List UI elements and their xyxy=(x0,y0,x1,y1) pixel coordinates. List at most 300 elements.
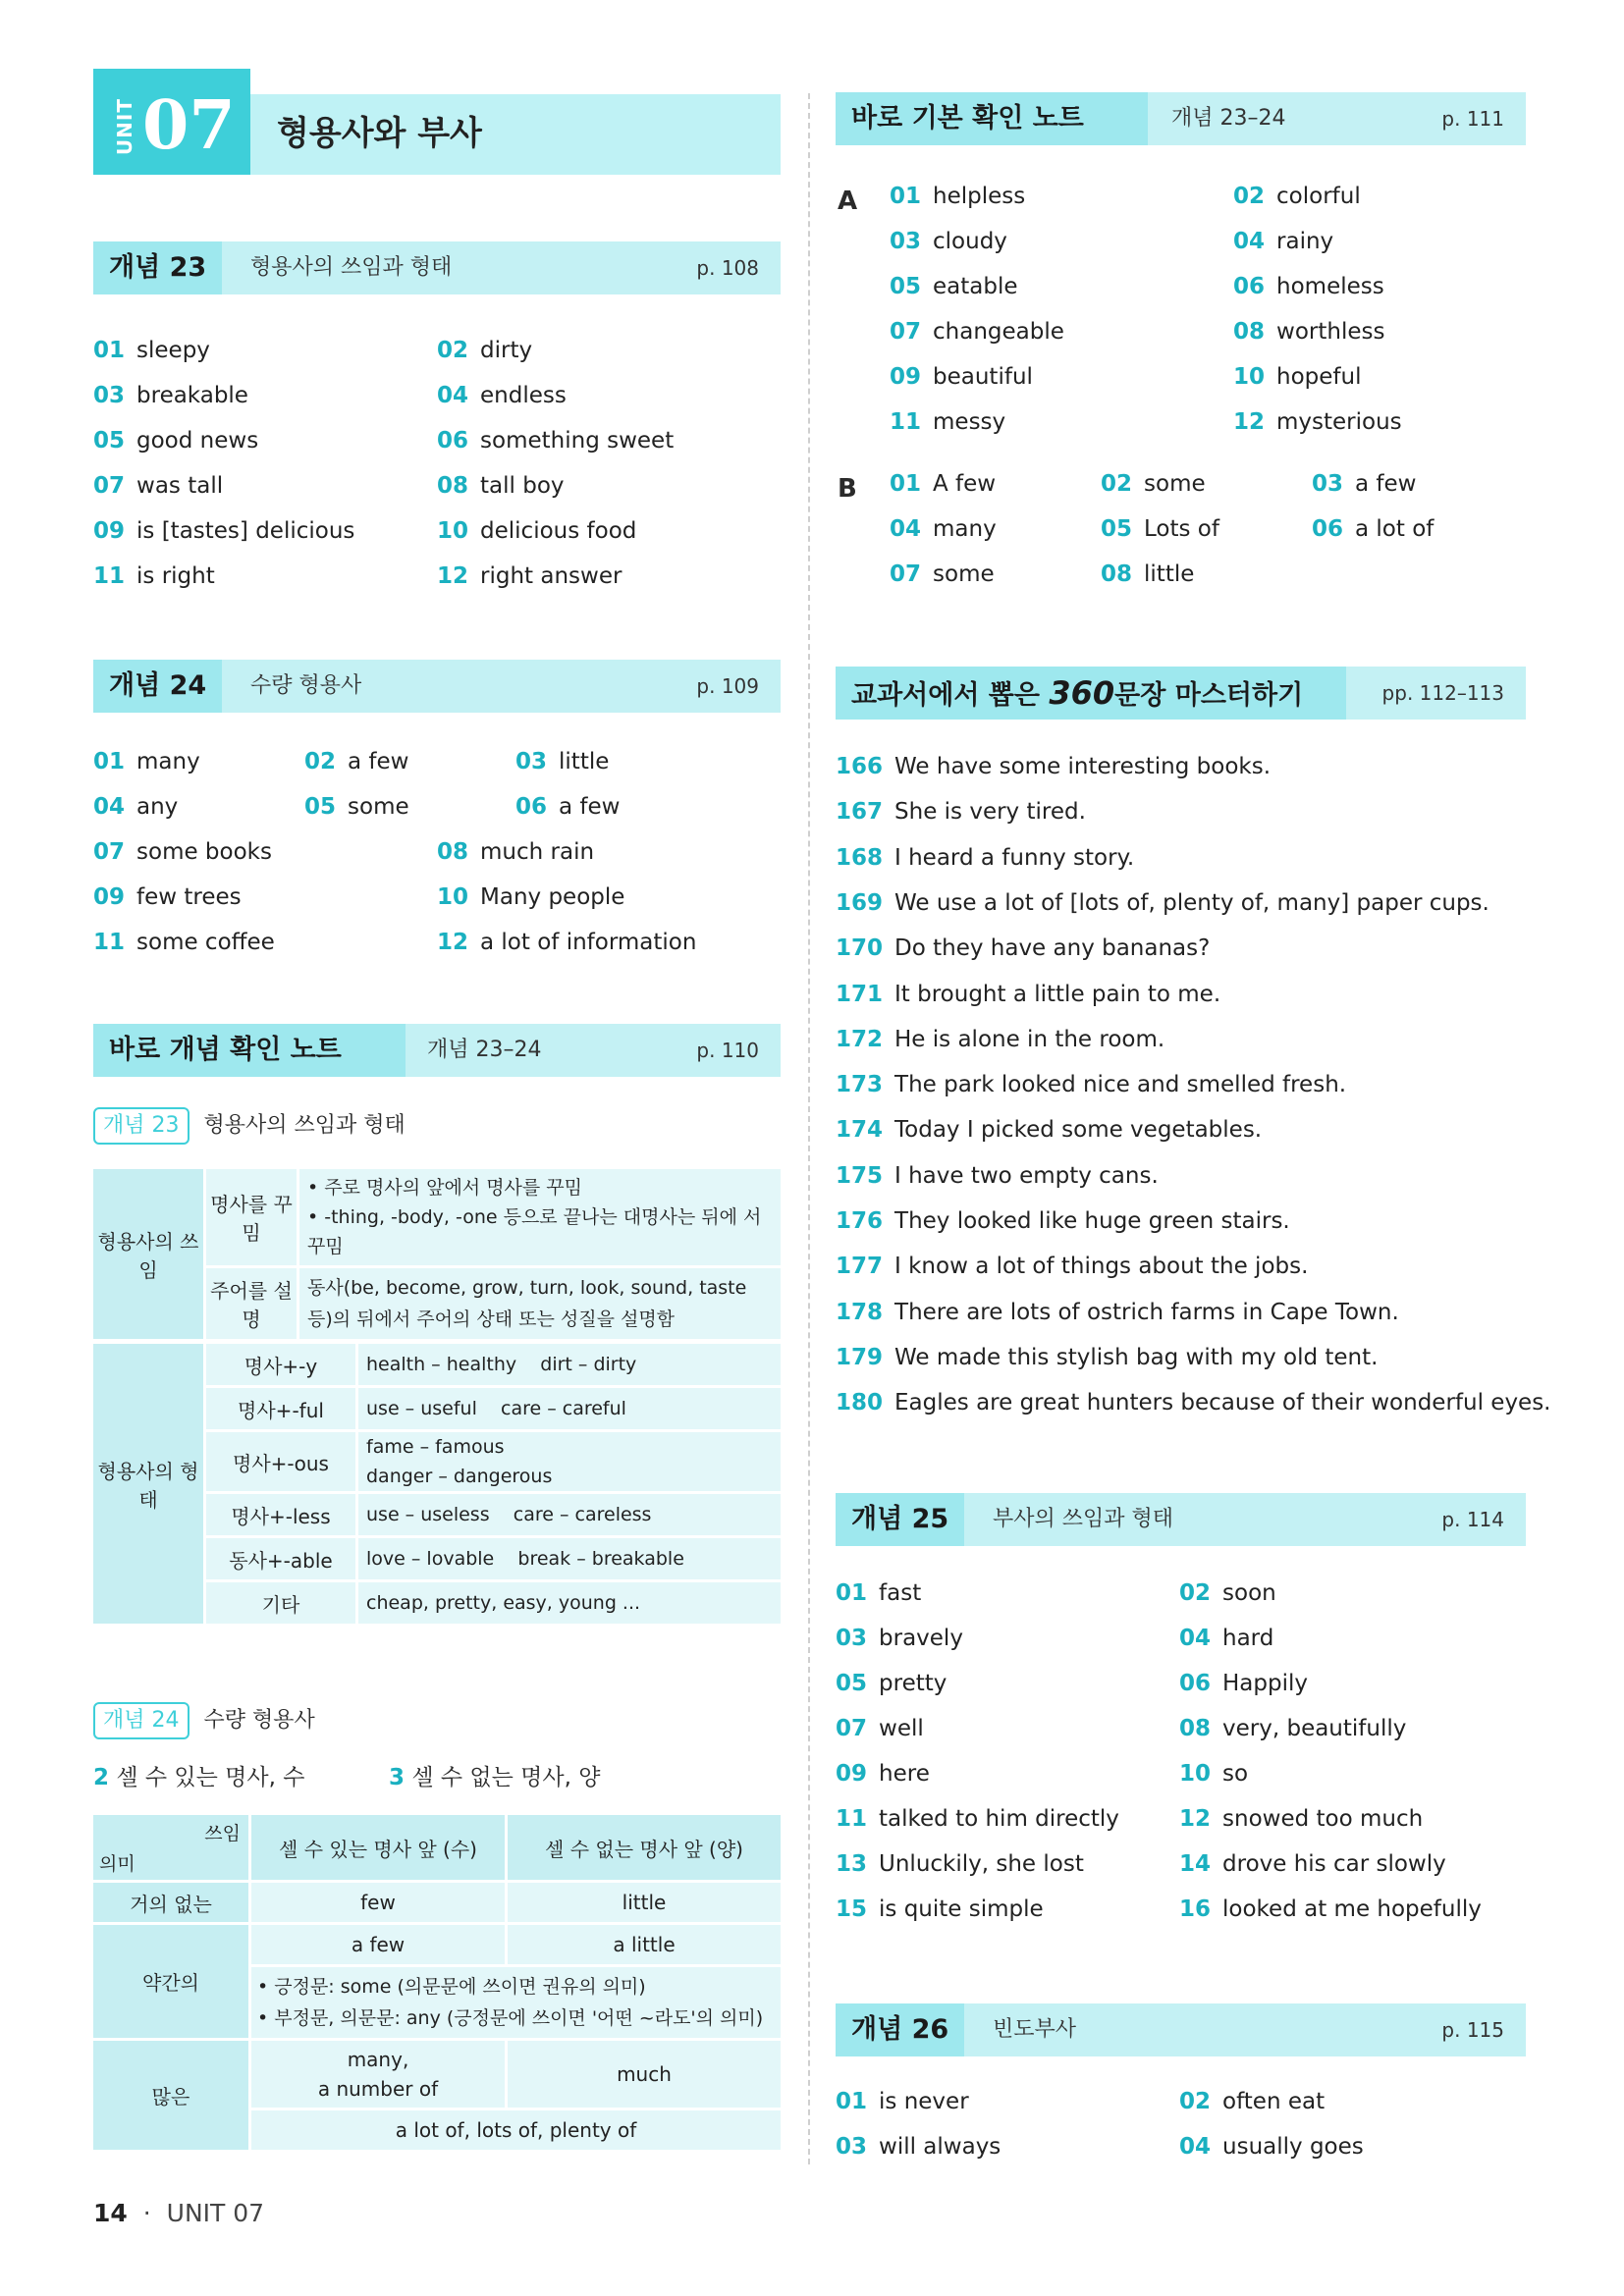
sentence-text: We have some interesting books. xyxy=(894,754,1272,779)
cell-little: little xyxy=(508,1883,781,1922)
answer-text: a lot of information xyxy=(480,930,697,955)
sentence-text: She is very tired. xyxy=(894,799,1086,826)
answer-text: a lot of xyxy=(1355,516,1435,542)
sentence-item xyxy=(836,1017,1164,1062)
answer-text: well xyxy=(879,1716,924,1741)
section-tag: 개념 24 xyxy=(93,660,222,713)
answer-text: many xyxy=(933,516,997,542)
section-23-header xyxy=(93,241,781,294)
answer-num: 02 xyxy=(1179,1580,1212,1606)
answer-item xyxy=(1101,461,1206,507)
cell-much: much xyxy=(508,2041,781,2108)
answer-text: cloudy xyxy=(933,229,1007,254)
sentence-item xyxy=(836,1380,1551,1425)
answer-item xyxy=(1179,1796,1423,1842)
answer-text: some coffee xyxy=(136,930,275,955)
answer-item xyxy=(437,554,622,599)
answer-num: 06 xyxy=(1179,1671,1212,1696)
answer-text: changeable xyxy=(933,319,1064,345)
footer-unit: UNIT 07 xyxy=(166,2199,265,2227)
answer-text: bravely xyxy=(879,1626,963,1651)
answer-3 xyxy=(389,1759,600,1791)
cell-a-few: a few xyxy=(251,1925,505,1964)
note-line1: • 긍정문: some (의문문에 쓰이면 권유의 의미) xyxy=(257,1976,646,1998)
section-subtitle: 수량 형용사 xyxy=(250,673,362,698)
answer-text: is quite simple xyxy=(879,1896,1044,1922)
page-ref: p. 110 xyxy=(696,1039,759,1062)
answer-text: good news xyxy=(136,428,259,454)
concept-title: 형용사의 쓰임과 형태 xyxy=(203,1113,406,1138)
sentence-text: He is alone in the room. xyxy=(894,1026,1165,1052)
answer-item xyxy=(515,739,609,784)
sentence-item xyxy=(836,1107,1262,1152)
cell-a-lot-of: a lot of, lots of, plenty of xyxy=(251,2110,781,2150)
unit-header xyxy=(93,69,781,175)
cell-a-little: a little xyxy=(508,1925,781,1964)
sentence-text: We made this stylish bag with my old tent. xyxy=(894,1344,1379,1370)
section-subtitle: 부사의 쓰임과 형태 xyxy=(993,1507,1174,1531)
answer-num: 06 xyxy=(1312,516,1344,542)
note-line2: • 부정문, 의문문: any (긍정문에 쓰이면 '어떤 ~라도'의 의미) xyxy=(257,2007,764,2029)
section-tag: 바로 개념 확인 노트 xyxy=(93,1024,406,1077)
answer-num: 09 xyxy=(836,1761,868,1787)
answer-text: sleepy xyxy=(136,338,210,363)
answer-item xyxy=(93,829,272,875)
unit-word: UNIT xyxy=(113,98,136,156)
answer-text: here xyxy=(879,1761,930,1787)
tag-post: 문장 마스터하기 xyxy=(1114,680,1304,711)
answer-num: 15 xyxy=(836,1896,868,1922)
answer-text: delicious food xyxy=(480,518,637,544)
sentence-num: 168 xyxy=(836,844,884,871)
answer-item xyxy=(1179,2124,1364,2169)
answer-num: 12 xyxy=(1179,1806,1212,1832)
answer-item xyxy=(1179,1661,1308,1706)
answer-num: 03 xyxy=(515,749,548,774)
answer-item xyxy=(1233,400,1402,445)
form-example: fame – famous danger – dangerous xyxy=(358,1432,781,1491)
answer-item xyxy=(836,1661,947,1706)
answer-item xyxy=(890,461,996,507)
answer-item xyxy=(437,829,594,875)
concept-pill: 개념 24 xyxy=(93,1702,189,1739)
answer-item xyxy=(836,2079,969,2124)
sentence-item xyxy=(836,835,1134,881)
section-subtitle: 개념 23–24 xyxy=(427,1038,542,1062)
page-ref: p. 109 xyxy=(696,674,759,698)
part-a-label: A xyxy=(838,187,858,216)
page-ref: p. 114 xyxy=(1441,1508,1504,1531)
sentence-item xyxy=(836,1062,1346,1107)
answer-item xyxy=(836,1706,924,1751)
concept-title: 수량 형용사 xyxy=(203,1708,315,1733)
answer-item xyxy=(93,875,242,920)
corner-use: 쓰임 xyxy=(204,1823,241,1844)
section-tag xyxy=(836,667,1346,720)
page-ref: p. 115 xyxy=(1441,2018,1504,2042)
answer-text: often eat xyxy=(1222,2089,1326,2114)
answer-item xyxy=(437,508,636,554)
sentence-text: I know a lot of things about the jobs. xyxy=(894,1254,1309,1280)
col-countable: 셀 수 있는 명사 앞 (수) xyxy=(251,1815,505,1880)
answer-num: 10 xyxy=(437,518,469,544)
answer-item xyxy=(1233,174,1361,219)
answer-num: 01 xyxy=(836,2089,868,2114)
answer-item xyxy=(890,219,1007,264)
form-rule: 명사+-ful xyxy=(206,1388,355,1429)
answer-item xyxy=(93,508,354,554)
sentence-num: 177 xyxy=(836,1254,884,1280)
sentence-num: 179 xyxy=(836,1344,884,1370)
sentence-item xyxy=(836,1199,1290,1244)
form-label: 형용사의 형태 xyxy=(93,1344,203,1624)
corner-meaning: 의미 xyxy=(99,1853,135,1875)
sentence-item xyxy=(836,881,1489,926)
part-b-label: B xyxy=(838,474,857,504)
answer-item xyxy=(437,373,567,418)
answer-item xyxy=(1179,1842,1446,1887)
answer-num: 01 xyxy=(890,184,922,209)
sentence-text: Today I picked some vegetables. xyxy=(894,1117,1263,1144)
form-rule: 명사+-y xyxy=(206,1344,355,1385)
answer-num: 09 xyxy=(93,518,126,544)
answer-text: is never xyxy=(879,2089,969,2114)
sentence-num: 176 xyxy=(836,1208,884,1234)
page-ref: p. 111 xyxy=(1441,107,1504,131)
use-label: 형용사의 쓰임 xyxy=(93,1169,203,1339)
answer-num: 05 xyxy=(836,1671,868,1696)
sentence-text: I have two empty cans. xyxy=(894,1162,1159,1189)
answer-item xyxy=(1179,2079,1325,2124)
cell-many: many, a number of xyxy=(251,2041,505,2108)
adjective-form-table xyxy=(90,1341,784,1627)
answer-text: little xyxy=(559,749,610,774)
answer-text: many xyxy=(136,749,200,774)
sentence-item xyxy=(836,1335,1378,1380)
answer-num: 02 xyxy=(437,338,469,363)
answer-text: any xyxy=(136,794,179,820)
form-example: use – useless care – careless xyxy=(358,1494,781,1535)
answer-num: 3 xyxy=(389,1765,406,1790)
footer-dot: · xyxy=(142,2199,151,2227)
sentence-text: The park looked nice and smelled fresh. xyxy=(894,1072,1347,1098)
answer-item xyxy=(836,1751,930,1796)
answer-num: 04 xyxy=(437,383,469,408)
answer-item xyxy=(515,784,620,829)
answer-num: 11 xyxy=(93,930,126,955)
answer-item xyxy=(1179,1616,1273,1661)
answer-num: 12 xyxy=(1233,409,1266,435)
answer-2 xyxy=(93,1759,304,1791)
answer-item xyxy=(437,920,696,965)
form-rule: 동사+-able xyxy=(206,1538,355,1579)
page-number: 14 xyxy=(93,2199,128,2227)
section-tag: 바로 기본 확인 노트 xyxy=(836,92,1148,145)
form-rule: 명사+-ous xyxy=(206,1432,355,1491)
use-a-desc xyxy=(299,1169,781,1265)
form-example: health – healthy dirt – dirty xyxy=(358,1344,781,1385)
section-tag: 개념 26 xyxy=(836,2003,964,2056)
sentence-num: 169 xyxy=(836,889,884,916)
answer-text: worthless xyxy=(1276,319,1385,345)
quantity-adjective-table xyxy=(90,1812,784,2153)
sentence-item xyxy=(836,1244,1308,1289)
answer-num: 10 xyxy=(1233,364,1266,390)
answer-item xyxy=(437,418,674,463)
answer-text: messy xyxy=(933,409,1006,435)
table-corner xyxy=(93,1815,248,1880)
answer-num: 08 xyxy=(1233,319,1266,345)
answer-item xyxy=(1233,309,1384,354)
answer-text: Many people xyxy=(480,884,625,910)
answer-text: few trees xyxy=(136,884,242,910)
answer-text: a few xyxy=(348,749,409,774)
some-any-note xyxy=(251,1967,781,2038)
answer-num: 03 xyxy=(93,383,126,408)
answer-text: endless xyxy=(480,383,567,408)
answer-item xyxy=(890,174,1025,219)
page-ref: p. 108 xyxy=(696,256,759,280)
answer-text: pretty xyxy=(879,1671,947,1696)
answer-text: something sweet xyxy=(480,428,675,454)
answer-num: 10 xyxy=(437,884,469,910)
answer-text: tall boy xyxy=(480,473,565,499)
answer-item xyxy=(836,2124,1001,2169)
answer-num: 06 xyxy=(437,428,469,454)
answer-num: 05 xyxy=(1101,516,1133,542)
sentence-num: 172 xyxy=(836,1026,884,1052)
answer-num: 05 xyxy=(304,794,337,820)
sentence-item xyxy=(836,926,1210,971)
form-rule: 기타 xyxy=(206,1582,355,1624)
answer-text: talked to him directly xyxy=(879,1806,1119,1832)
sentence-num: 170 xyxy=(836,935,884,962)
use-b-label: 주어를 설명 xyxy=(206,1268,297,1339)
answer-num: 12 xyxy=(437,930,469,955)
answer-text: A few xyxy=(933,471,997,497)
answer-text: little xyxy=(1144,561,1195,587)
answer-num: 11 xyxy=(890,409,922,435)
answer-text: some books xyxy=(136,839,272,865)
answer-item xyxy=(836,1616,963,1661)
concept-24-label xyxy=(93,1702,315,1739)
answer-text: is right xyxy=(136,563,215,589)
answer-item xyxy=(1101,507,1219,552)
section-24-header xyxy=(93,660,781,713)
answer-text: rainy xyxy=(1276,229,1334,254)
sentence-text: They looked like huge green stairs. xyxy=(894,1208,1290,1234)
answer-num: 2 xyxy=(93,1765,110,1790)
answer-num: 02 xyxy=(304,749,337,774)
answer-item xyxy=(93,373,248,418)
answer-item xyxy=(1233,354,1361,400)
col-uncountable: 셀 수 없는 명사 앞 (양) xyxy=(508,1815,781,1880)
answer-num: 04 xyxy=(1233,229,1266,254)
answer-text: right answer xyxy=(480,563,623,589)
answer-num: 10 xyxy=(1179,1761,1212,1787)
sentence-num: 178 xyxy=(836,1299,884,1325)
concept-pill: 개념 23 xyxy=(93,1107,189,1145)
answer-num: 12 xyxy=(437,563,469,589)
form-rule: 명사+-less xyxy=(206,1494,355,1535)
answer-item xyxy=(1312,507,1434,552)
answer-text: will always xyxy=(879,2134,1001,2160)
sentence-item xyxy=(836,972,1220,1017)
answer-item xyxy=(890,552,995,597)
answer-text: helpless xyxy=(933,184,1026,209)
answer-text: was tall xyxy=(136,473,224,499)
sentence-text: Do they have any bananas? xyxy=(894,935,1211,962)
answer-text: snowed too much xyxy=(1222,1806,1424,1832)
concept-note-header xyxy=(93,1024,781,1077)
answer-num: 01 xyxy=(836,1580,868,1606)
answer-num: 16 xyxy=(1179,1896,1212,1922)
answer-item xyxy=(1179,1751,1248,1796)
answer-text: some xyxy=(1144,471,1206,497)
sentence-text: It brought a little pain to me. xyxy=(894,981,1221,1007)
sentence-num: 167 xyxy=(836,799,884,826)
answer-text: much rain xyxy=(480,839,595,865)
section-25-header xyxy=(836,1493,1526,1546)
row-few: 거의 없는 xyxy=(93,1883,248,1922)
answer-item xyxy=(93,784,178,829)
sentence-num: 174 xyxy=(836,1117,884,1144)
answer-num: 14 xyxy=(1179,1851,1212,1877)
answer-item xyxy=(890,309,1064,354)
sentence-item xyxy=(836,789,1086,834)
use-a-label: 명사를 꾸밈 xyxy=(206,1169,297,1265)
answer-item xyxy=(437,875,624,920)
answer-num: 04 xyxy=(93,794,126,820)
answer-text: Happily xyxy=(1222,1671,1308,1696)
form-example: cheap, pretty, easy, young ... xyxy=(358,1582,781,1624)
unit-title: 형용사와 부사 xyxy=(277,114,482,153)
answer-num: 07 xyxy=(836,1716,868,1741)
answer-item xyxy=(890,507,997,552)
section-tag: 개념 25 xyxy=(836,1493,964,1546)
answer-text: dirty xyxy=(480,338,533,363)
answer-num: 01 xyxy=(890,471,922,497)
section-tag: 개념 23 xyxy=(93,241,222,294)
answer-text: hard xyxy=(1222,1626,1274,1651)
adjective-use-table xyxy=(90,1166,784,1342)
answer-item xyxy=(890,400,1005,445)
answer-num: 06 xyxy=(1233,274,1266,299)
answer-item xyxy=(437,328,532,373)
cell-few: few xyxy=(251,1883,505,1922)
answer-num: 03 xyxy=(836,1626,868,1651)
answer-item xyxy=(1179,1887,1482,1932)
sentence-text: Eagles are great hunters because of their wonderful eyes. xyxy=(894,1390,1551,1416)
answer-num: 07 xyxy=(93,473,126,499)
form-example: love – lovable break – breakable xyxy=(358,1538,781,1579)
answer-num: 07 xyxy=(890,319,922,345)
answer-num: 08 xyxy=(1179,1716,1212,1741)
answer-item xyxy=(93,920,275,965)
answer-text: 셀 수 있는 명사, 수 xyxy=(116,1765,305,1790)
answer-item xyxy=(836,1571,921,1616)
answer-item xyxy=(836,1796,1119,1842)
answer-item xyxy=(1233,264,1384,309)
sentence-item xyxy=(836,744,1271,789)
answer-item xyxy=(1179,1706,1406,1751)
basic-note-header xyxy=(836,92,1526,145)
answer-text: Lots of xyxy=(1144,516,1219,542)
answer-num: 03 xyxy=(1312,471,1344,497)
answer-text: Unluckily, she lost xyxy=(879,1851,1084,1877)
answer-item xyxy=(93,418,258,463)
answer-item xyxy=(836,1887,1044,1932)
unit-number: 07 xyxy=(142,86,236,165)
answer-item xyxy=(890,354,1033,400)
answer-item xyxy=(93,463,223,508)
answer-num: 08 xyxy=(437,473,469,499)
answer-text: some xyxy=(348,794,409,820)
answer-num: 04 xyxy=(1179,1626,1212,1651)
answer-text: soon xyxy=(1222,1580,1276,1606)
answer-num: 04 xyxy=(890,516,922,542)
answer-num: 02 xyxy=(1233,184,1266,209)
answer-text: hopeful xyxy=(1276,364,1362,390)
answer-num: 05 xyxy=(93,428,126,454)
answer-num: 08 xyxy=(1101,561,1133,587)
answer-item xyxy=(890,264,1018,309)
answer-num: 02 xyxy=(1101,471,1133,497)
answer-num: 09 xyxy=(890,364,922,390)
answer-text: drove his car slowly xyxy=(1222,1851,1446,1877)
tag-pre: 교과서에서 뽑은 xyxy=(851,680,1050,711)
section-26-header xyxy=(836,2003,1526,2056)
row-some: 약간의 xyxy=(93,1925,248,2038)
use-a-line1: • 주로 명사의 앞에서 명사를 꾸밈 xyxy=(307,1177,583,1199)
answer-text: usually goes xyxy=(1222,2134,1364,2160)
section-subtitle: 형용사의 쓰임과 형태 xyxy=(250,255,453,280)
answer-text: eatable xyxy=(933,274,1018,299)
answer-text: homeless xyxy=(1276,274,1384,299)
form-example: use – useful care – careful xyxy=(358,1388,781,1429)
answer-num: 08 xyxy=(437,839,469,865)
sentence-text: We use a lot of [lots of, plenty of, many] paper cups. xyxy=(894,889,1489,916)
answer-text: breakable xyxy=(136,383,248,408)
answer-num: 11 xyxy=(836,1806,868,1832)
answer-num: 03 xyxy=(890,229,922,254)
column-divider xyxy=(808,93,810,2164)
answer-num: 07 xyxy=(890,561,922,587)
answer-item xyxy=(1101,552,1194,597)
answer-num: 05 xyxy=(890,274,922,299)
sentence-text: I heard a funny story. xyxy=(894,844,1135,871)
master-header xyxy=(836,667,1526,720)
section-subtitle: 빈도부사 xyxy=(993,2017,1077,2042)
answer-text: mysterious xyxy=(1276,409,1402,435)
sentence-num: 166 xyxy=(836,754,884,779)
sentence-num: 180 xyxy=(836,1390,884,1416)
answer-num: 07 xyxy=(93,839,126,865)
answer-item xyxy=(1233,219,1333,264)
sentence-item xyxy=(836,1153,1159,1199)
answer-num: 03 xyxy=(836,2134,868,2160)
answer-text: some xyxy=(933,561,995,587)
answer-num: 13 xyxy=(836,1851,868,1877)
answer-item xyxy=(93,328,210,373)
answer-text: a few xyxy=(1355,471,1417,497)
concept-23-label xyxy=(93,1107,406,1145)
tag-num: 360 xyxy=(1049,674,1115,712)
answer-text: colorful xyxy=(1276,184,1361,209)
answer-item xyxy=(1179,1571,1276,1616)
sentence-num: 175 xyxy=(836,1162,884,1189)
answer-num: 09 xyxy=(93,884,126,910)
